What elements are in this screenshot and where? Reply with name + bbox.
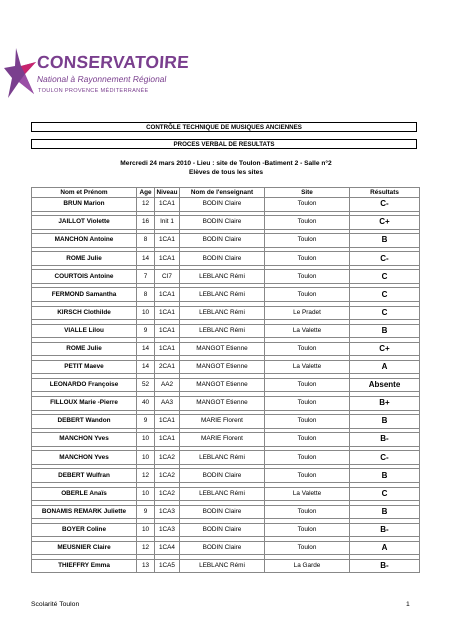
table-row — [32, 270, 420, 284]
table-row — [32, 469, 420, 483]
column-header-level: Niveau — [155, 188, 180, 198]
teacher-name: BODIN Claire — [180, 216, 265, 230]
student-age: 9 — [137, 324, 155, 338]
student-age: 52 — [137, 378, 155, 392]
table-row — [32, 505, 420, 519]
student-name: VIALLE Lilou — [32, 324, 137, 338]
student-name: COURTOIS Antoine — [32, 270, 137, 284]
site-name: Toulon — [265, 270, 350, 284]
student-age: 14 — [137, 360, 155, 374]
result-grade: B — [350, 505, 420, 519]
teacher-name: LEBLANC Rémi — [180, 324, 265, 338]
student-age: 10 — [137, 433, 155, 447]
results-table — [31, 187, 420, 573]
teacher-name: BODIN Claire — [180, 541, 265, 555]
teacher-name: LEBLANC Rémi — [180, 306, 265, 320]
student-level: 1CA2 — [155, 487, 180, 501]
student-age: 16 — [137, 216, 155, 230]
student-name: MANCHON Yves — [32, 433, 137, 447]
table-row — [32, 324, 420, 338]
student-name: ROME Julie — [32, 252, 137, 266]
student-age: 8 — [137, 234, 155, 248]
table-row — [32, 198, 420, 212]
student-level: 1CA3 — [155, 505, 180, 519]
footer-office: Scolarité Toulon — [31, 601, 80, 608]
result-grade: B — [350, 324, 420, 338]
student-name: BOYER Coline — [32, 523, 137, 537]
teacher-name: BODIN Claire — [180, 505, 265, 519]
result-grade: B- — [350, 523, 420, 537]
student-level: 2CA1 — [155, 360, 180, 374]
student-level: Init 1 — [155, 216, 180, 230]
result-grade: B — [350, 415, 420, 429]
table-row — [32, 559, 420, 573]
student-age: 10 — [137, 487, 155, 501]
student-level: 1CA1 — [155, 306, 180, 320]
student-level: 1CA1 — [155, 433, 180, 447]
student-age: 8 — [137, 288, 155, 302]
table-row — [32, 451, 420, 465]
table-row — [32, 433, 420, 447]
student-level: 1CA1 — [155, 234, 180, 248]
student-name: KIRSCH Clothilde — [32, 306, 137, 320]
student-level: 1CA1 — [155, 288, 180, 302]
site-name: Toulon — [265, 198, 350, 212]
student-level: 1CA1 — [155, 324, 180, 338]
result-grade: A — [350, 360, 420, 374]
result-grade: C- — [350, 198, 420, 212]
student-age: 14 — [137, 252, 155, 266]
student-age: 40 — [137, 397, 155, 411]
result-grade: C — [350, 270, 420, 284]
site-name: Le Pradet — [265, 306, 350, 320]
table-row — [32, 397, 420, 411]
teacher-name: LEBLANC Rémi — [180, 451, 265, 465]
student-name: FILLOUX Marie -Pierre — [32, 397, 137, 411]
teacher-name: BODIN Claire — [180, 234, 265, 248]
student-level: 1CA4 — [155, 541, 180, 555]
teacher-name: MARIE Florent — [180, 415, 265, 429]
student-age: 12 — [137, 198, 155, 212]
report-title: PROCES VERBAL DE RESULTATS — [31, 139, 417, 149]
student-name: DEBERT Wandon — [32, 415, 137, 429]
table-row — [32, 342, 420, 356]
result-grade: C- — [350, 451, 420, 465]
teacher-name: LEBLANC Rémi — [180, 270, 265, 284]
table-header-row — [32, 188, 420, 198]
teacher-name: MANGOT Etienne — [180, 378, 265, 392]
student-name: MANCHON Antoine — [32, 234, 137, 248]
logo-subtitle: National à Rayonnement Régional — [36, 74, 168, 84]
page-number: 1 — [406, 601, 410, 608]
table-row — [32, 234, 420, 248]
teacher-name: LEBLANC Rémi — [180, 559, 265, 573]
student-level: 1CA1 — [155, 415, 180, 429]
teacher-name: LEBLANC Rémi — [180, 288, 265, 302]
student-level: 1CA5 — [155, 559, 180, 573]
student-name: ROME Julie — [32, 342, 137, 356]
teacher-name: BODIN Claire — [180, 523, 265, 537]
site-name: La Valette — [265, 360, 350, 374]
student-name: THIEFFRY Emma — [32, 559, 137, 573]
column-header-site: Site — [265, 188, 350, 198]
student-level: 1CA2 — [155, 451, 180, 465]
site-name: Toulon — [265, 234, 350, 248]
result-grade: B+ — [350, 397, 420, 411]
student-name: PETIT Maeve — [32, 360, 137, 374]
logo-title: CONSERVATOIRE — [36, 52, 190, 72]
table-row — [32, 252, 420, 266]
site-name: Toulon — [265, 397, 350, 411]
result-grade: C — [350, 487, 420, 501]
teacher-name: BODIN Claire — [180, 252, 265, 266]
result-grade: B- — [350, 433, 420, 447]
result-grade: C — [350, 288, 420, 302]
student-age: 14 — [137, 342, 155, 356]
scope-info: Elèves de tous les sites — [188, 169, 264, 176]
site-name: Toulon — [265, 415, 350, 429]
student-level: 1CA2 — [155, 469, 180, 483]
student-name: MEUSNIER Claire — [32, 541, 137, 555]
conservatoire-logo — [4, 44, 204, 128]
student-age: 9 — [137, 415, 155, 429]
student-level: 1CA1 — [155, 252, 180, 266]
table-row — [32, 487, 420, 501]
site-name: Toulon — [265, 378, 350, 392]
logo-location: TOULON PROVENCE MÉDITERRANÉE — [38, 88, 149, 94]
result-grade: C+ — [350, 342, 420, 356]
table-row — [32, 378, 420, 392]
site-name: La Valette — [265, 487, 350, 501]
table-row — [32, 306, 420, 320]
student-age: 13 — [137, 559, 155, 573]
table-row — [32, 360, 420, 374]
student-name: FERMOND Samantha — [32, 288, 137, 302]
column-header-age: Age — [137, 188, 155, 198]
result-grade: B — [350, 234, 420, 248]
teacher-name: BODIN Claire — [180, 469, 265, 483]
table-row — [32, 541, 420, 555]
student-level: 1CA1 — [155, 198, 180, 212]
student-name: DEBERT Wulfran — [32, 469, 137, 483]
results-body — [32, 198, 420, 573]
student-age: 7 — [137, 270, 155, 284]
site-name: Toulon — [265, 252, 350, 266]
student-name: MANCHON Yves — [32, 451, 137, 465]
student-name: BRUN Marion — [32, 198, 137, 212]
student-name: LEONARDO Françoise — [32, 378, 137, 392]
student-age: 10 — [137, 451, 155, 465]
column-header-result: Résultats — [350, 188, 420, 198]
teacher-name: MANGOT Etienne — [180, 397, 265, 411]
table-row — [32, 523, 420, 537]
result-grade: Absente — [350, 378, 420, 392]
session-info: Mercredi 24 mars 2010 - Lieu : site de Toulon -Batiment 2 - Salle n°2 — [120, 160, 332, 167]
table-row — [32, 288, 420, 302]
student-name: JAILLOT Violette — [32, 216, 137, 230]
site-name: Toulon — [265, 523, 350, 537]
student-name: OBERLE Anaïs — [32, 487, 137, 501]
student-age: 10 — [137, 306, 155, 320]
student-level: 1CA1 — [155, 342, 180, 356]
result-grade: B- — [350, 559, 420, 573]
result-grade: A — [350, 541, 420, 555]
site-name: Toulon — [265, 451, 350, 465]
result-grade: C- — [350, 252, 420, 266]
student-name: BONAMIS REMARK Juliette — [32, 505, 137, 519]
site-name: Toulon — [265, 342, 350, 356]
teacher-name: MANGOT Etienne — [180, 360, 265, 374]
column-header-teacher: Nom de l'enseignant — [180, 188, 265, 198]
student-age: 12 — [137, 469, 155, 483]
table-row — [32, 216, 420, 230]
site-name: Toulon — [265, 469, 350, 483]
student-level: AA3 — [155, 397, 180, 411]
teacher-name: MANGOT Etienne — [180, 342, 265, 356]
student-level: AA2 — [155, 378, 180, 392]
student-age: 12 — [137, 541, 155, 555]
teacher-name: MARIE Florent — [180, 433, 265, 447]
student-level: CI7 — [155, 270, 180, 284]
site-name: Toulon — [265, 505, 350, 519]
table-row — [32, 415, 420, 429]
result-grade: C — [350, 306, 420, 320]
teacher-name: BODIN Claire — [180, 198, 265, 212]
site-name: La Garde — [265, 559, 350, 573]
result-grade: C+ — [350, 216, 420, 230]
site-name: Toulon — [265, 433, 350, 447]
site-name: Toulon — [265, 216, 350, 230]
student-age: 9 — [137, 505, 155, 519]
document-title: CONTRÔLE TECHNIQUE DE MUSIQUES ANCIENNES — [31, 122, 417, 132]
teacher-name: LEBLANC Rémi — [180, 487, 265, 501]
site-name: Toulon — [265, 288, 350, 302]
student-age: 10 — [137, 523, 155, 537]
site-name: La Valette — [265, 324, 350, 338]
student-level: 1CA3 — [155, 523, 180, 537]
site-name: Toulon — [265, 541, 350, 555]
column-header-name: Nom et Prénom — [32, 188, 137, 198]
result-grade: B — [350, 469, 420, 483]
